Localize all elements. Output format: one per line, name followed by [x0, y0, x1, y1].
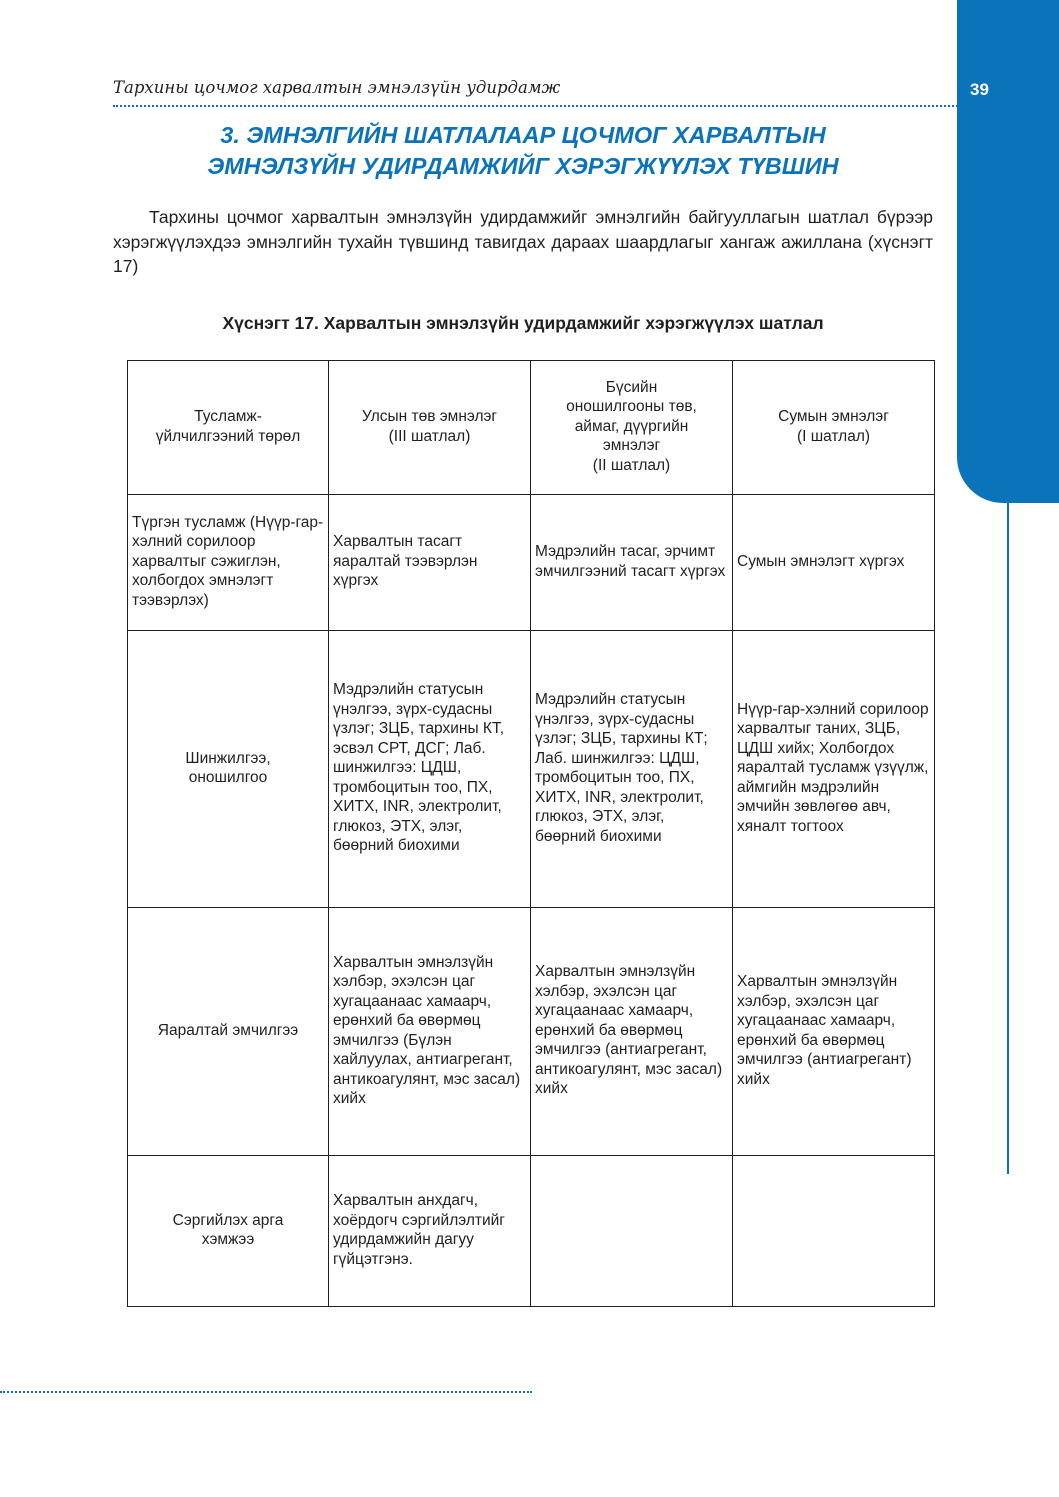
section-title-line-2: ЭМНЭЛЗҮЙН УДИРДАМЖИЙГ ХЭРЭГЖҮҮЛЭХ ТҮВШИН [207, 153, 839, 179]
cell-text: Харвалтын эмнэлзүйн хэлбэр, эхэлсэн цаг хугацаанаас хамаарч, ерөнхий ба өвөрмөц эмчилгээ (антиагрегант, антикоагулянт, мэс засал) хийх [535, 963, 723, 1098]
table-cell [531, 495, 733, 631]
table-cell [733, 1156, 935, 1307]
side-line [1007, 503, 1009, 1174]
row-label [128, 908, 329, 1156]
table-cell [531, 631, 733, 908]
row-label [128, 1156, 329, 1307]
side-tab [957, 0, 1059, 503]
header-label: Сумын эмнэлэг (I шатлал) [778, 408, 889, 445]
header-cell-level-3 [329, 361, 531, 495]
header-label: Улсын төв эмнэлэг (III шатлал) [361, 408, 498, 445]
guideline-table [127, 360, 935, 1307]
cell-text: Мэдрэлийн статусын үнэлгээ, зүрх-судасны үзлэг; ЗЦБ, тархины КТ; Лаб. шинжилгээ: ЦДШ, тромбоцитын тоо, ПХ, ХИТХ, INR, электролит, глюкоз, ЭТХ, элэг, бөөрний биохими [535, 691, 708, 845]
table-cell [329, 495, 531, 631]
cell-text: Нүүр-гар-хэлний сорилоор харвалтыг таних, ЗЦБ, ЦДШ хийх; Холбогдох яаралтай тусламж үзүүлж, аймгийн мэдрэлийн эмчийн зөвлөгөө авч, хяналт тогтоох [737, 700, 929, 835]
table-row [128, 908, 935, 1156]
table-cell [531, 908, 733, 1156]
section-title-line-1: 3. ЭМНЭЛГИЙН ШАТЛАЛААР ЦОЧМОГ ХАРВАЛТЫН [220, 122, 826, 148]
cell-text: Сэргийлэх арга хэмжээ [172, 1211, 284, 1248]
table-cell [531, 1156, 733, 1307]
cell-text: Харвалтын анхдагч, хоёрдогч сэргийлэлтийг удирдамжийн дагуу гүйцэтгэнэ. [333, 1192, 505, 1268]
table-row [128, 631, 935, 908]
running-head: Тархины цочмог харвалтын эмнэлзүйн удирдамж [113, 78, 561, 97]
table-header-row [128, 361, 935, 495]
table-caption: Хүснэгт 17. Харвалтын эмнэлзүйн удирдамжийг хэрэгжүүлэх шатлал [222, 313, 824, 333]
table-cell [733, 495, 935, 631]
page-number: 39 [970, 80, 989, 99]
cell-text: Түргэн тусламж (Нүүр-гар-хэлний сорилоор харвалтыг сэжиглэн, холбогдох эмнэлэгт тээвэрлэх) [132, 513, 324, 609]
cell-text: Яаралтай эмчилгээ [157, 1021, 299, 1039]
row-label [128, 631, 329, 908]
table-row [128, 495, 935, 631]
cell-text: Харвалтын эмнэлзүйн хэлбэр, эхэлсэн цаг хугацаанаас хамаарч, ерөнхий ба өвөрмөц эмчилгээ (Бүлэн хайлуулах, антиагрегант, антикоагулянт, мэс засал) хийх [333, 953, 521, 1107]
section-title [113, 120, 933, 182]
header-cell-level-1 [733, 361, 935, 495]
table-cell [733, 631, 935, 908]
header-cell-service-type [128, 361, 329, 495]
cell-text: Шинжилгээ, оношилгоо [185, 749, 271, 786]
row-label [128, 495, 329, 631]
cell-text: Мэдрэлийн тасаг, эрчимт эмчилгээний тасагт хүргэх [535, 543, 726, 580]
table-cell [329, 631, 531, 908]
table-row [128, 1156, 935, 1307]
table-cell [329, 1156, 531, 1307]
cell-text: Сумын эмнэлэгт хүргэх [737, 552, 905, 570]
cell-text: Харвалтын эмнэлзүйн хэлбэр, эхэлсэн цаг хугацаанаас хамаарч, ерөнхий ба өвөрмөц эмчилгээ (антиагрегант) хийх [737, 973, 912, 1088]
cell-text: Харвалтын тасагт яаралтай тээвэрлэн хүргэх [333, 533, 478, 590]
header-label: Тусламж- үйлчилгээний төрөл [155, 408, 301, 445]
intro-paragraph: Тархины цочмог харвалтын эмнэлзүйн удирдамжийг эмнэлгийн байгууллагын шатлал бүрээр хэрэгжүүлэхдээ эмнэлгийн тухайн түвшинд тавигдах дараах шаардлагыг хангаж ажиллана (хүснэгт 17) [113, 207, 933, 276]
table-cell [733, 908, 935, 1156]
header-cell-level-2 [531, 361, 733, 495]
footer-rule [0, 1391, 532, 1393]
cell-text: Мэдрэлийн статусын үнэлгээ, зүрх-судасны үзлэг; ЗЦБ, тархины КТ, эсвэл СРТ, ДСГ; Лаб. шинжилгээ: ЦДШ, тромбоцитын тоо, ПХ, ХИТХ, INR, электролит, глюкоз, ЭТХ, элэг, бөөрний биохими [333, 681, 505, 855]
table-cell [329, 908, 531, 1156]
header-rule [113, 105, 958, 107]
header-label: Бүсийн оношилгооны төв, аймаг, дүүргийн эмнэлэг (II шатлал) [566, 378, 697, 474]
